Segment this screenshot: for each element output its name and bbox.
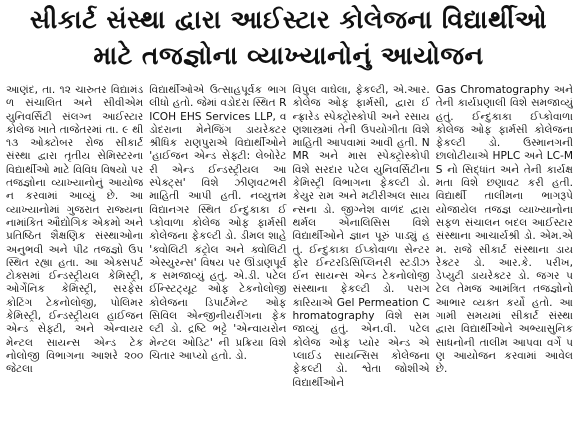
article-headline bbox=[0, 2, 577, 74]
headline-line-2: માટે તજજ્ઞોના વ્યાખ્યાનોનું આયોજન bbox=[93, 41, 484, 70]
column-4-text: Gas Chromatography અને તેની કાર્યપ્રણાલી વિશે સમજાવ્યું હતું. ઈન્દુકાકા ઈપ્કોવાળા કોલેજ ઓફ ફાર્મસી કોલેજના ફેકલ્ટી ડો. ઉસ્માનગની છાલોટીયાએ HPLC અને LC-MS નો સિદ્ધાંત અને તેની કાર્યક્ષમતા વિશે છણાવટ કરી હતી. વિદ્યાર્થી તાલીમના ભાગરૂપે યોજાયેલ તજજ્ઞ વ્યાખ્યાનોના સફળ સંચાલન બદલ આઈસ્ટાર સંસ્થાના આચાર્યશ્રી ડો. એમ.એમ. રાજે સીકાર્ટ સંસ્થાના ડાયરેક્ટર ડો. આર.કે. પરીખ, ડેપ્યુટી ડાયરેક્ટર ડો. જગર પટેલ તેમજ આમંત્રિત તજજ્ઞોનો આભાર વ્યક્ત કર્યો હતો. આગામી સમયમાં સીકાર્ટ સંસ્થા દ્વારા વિદ્યાર્થીઓને અભ્યાસુનિક સાધનોની તાલીમ આપવા વર્ગે પણ આયોજન કરવામાં આવેલ છે. bbox=[435, 84, 573, 376]
column-1-text: આણંદ, તા. ૧૨ ચારુતર વિદ્યામંડળ સંચાલિત અને સીવીએમ યુનિવર્સિટી સંલગ્ન આઈસ્ટાર કોલેજ ખાતે તાજેતરમાં તા. ૯ થી ૧૩ ઓક્ટોબર રોજ સીકાર્ટ સંસ્થા દ્વારા તૃતીય સેમિસ્ટરના વિદ્યાર્થીઓ માટે વિવિધ વિષયો પર તજજ્ઞોના વ્યાખ્યાનોનું આયોજન કરવામાં આવ્યું છે. આ વ્યાખ્યાનોમાં ગુજરાત રાજ્યના નામાંકિત ઔદ્યોગિક એકમો અને પ્રતિષ્ઠિત શૈક્ષણિક સંસ્થાઓના અનુભવી અને પીઢ તજજ્ઞો ઉપસ્થિત રહ્યા હતા. આ એક્સપર્ટ ટોક્સમાં ઈન્ડસ્ટ્રીયલ કેમિસ્ટ્રી, ઓર્ગેનિક કેમિસ્ટ્રી, સરફેસ કોટિંગ ટેકનોલોજી, પોલિમર કેમિસ્ટ્રી, ઈન્ડસ્ટ્રીયલ હાઈજન એન્ડ સેફ્ટી, અને એન્વાયરમેન્ટલ સાયન્સ એન્ડ ટેકનોલોજી વિભાગના આશરે ૨૦૦ જેટલા bbox=[6, 84, 144, 376]
article-column-2 bbox=[149, 84, 286, 446]
article-body bbox=[6, 84, 573, 446]
column-3-text: વિપુલ વાઘેલા, ફેકલ્ટી, એ.આર. કોલેજ ઓફ ફાર્મસી, દ્વારા ઈન્ફ્રારેડ સ્પેક્ટ્રોસ્કોપી અને રસાયણશાસ્ત્રમાં તેની ઉપયોગીતા વિશે માહિતી આપવામાં આવી હતી. NMR અને માસ સ્પેક્ટ્રોસ્કોપી વિશે સરદાર પટેલ યુનિવર્સિટીના કેમિસ્ટ્રી વિભાગના ફેકલ્ટી ડો. કેયુર રામ અને મટીરીઅલ સાયન્સના ડો. જીગ્નેશ વાળંદ દ્વારા થર્મલ એનાલિસિસ વિશે વિદ્યાર્થીઓને જ્ઞાન પૂરું પાડ્યું હતું. ઈન્દુકાકા ઈપ્કોવાળા સેન્ટર ફોર ઈન્ટરડિસિપ્લિનરી સ્ટડીઝ ઈન સાયન્સ એન્ડ ટેકનોલોજી સંસ્થાના ફેકલ્ટી ડો. પરાગ કારિયાએ Gel Permeation Chromatography વિશે સમજાવ્યું હતું. એન.વી. પટેલ કોલેજ ઓફ પ્યોર એન્ડ એપ્લાઈડ સાયન્સિસ કોલેજના ફેકલ્ટી ડો. શ્વેતા જોશીએ વિદ્યાર્થીઓને bbox=[292, 84, 430, 389]
column-2-text: વિદ્યાર્થીઓએ ઉત્સાહપૂર્વક ભાગ લીધો હતો. જેમાં વડોદરા સ્થિત RICOH EHS Services LLP, વડોદરાના મેનેજિંગ ડાયરેક્ટર શ્રીધિક રાણપુરાએ વિદ્યાર્થીઓને 'હાઈજન એન્ડ સેફ્ટી: લેબોરેટરી એન્ડ ઈન્ડસ્ટ્રીયલ આસ્પેક્ટ્સ' વિશે ઝીણવટભરી માહિતી આપી હતી. નવ્યુત્તમ વિદ્યાનગર સ્થિત ઈન્દુકાકા ઈપ્કોવાળા કોલેજ ઓફ ફાર્મસી કોલેજના ફેકલ્ટી ડો. ડીમલ શાહે 'ક્વોલિટી કંટ્રોલ અને ક્વોલિટી એસ્યુરન્સ' વિષય પર ઊંડાણપૂર્વક સમજાવ્યું હતું. એ.ડી. પટેલ ઈન્સ્ટિટ્યૂટ ઓફ ટેકનોલોજી કોલેજના ડિપાર્ટમેન્ટ ઓફ સિવિલ એન્જીનીયરીંગના ફેકલ્ટી ડો. દ્રષ્ટિ ભટ્ટે 'એન્વાયરોનમેન્ટલ ઓડિટ' ની પ્રક્રિયા વિશે ચિતાર આપ્યો હતો. ડો. bbox=[149, 84, 287, 362]
article-column-1 bbox=[6, 84, 143, 446]
headline-line-1: સીકાર્ટ સંસ્થા દ્વારા આઈસ્ટાર કોલેજના વિદ્યાર્થીઓ bbox=[29, 5, 548, 34]
article-column-4 bbox=[436, 84, 573, 446]
article-column-3 bbox=[293, 84, 430, 446]
